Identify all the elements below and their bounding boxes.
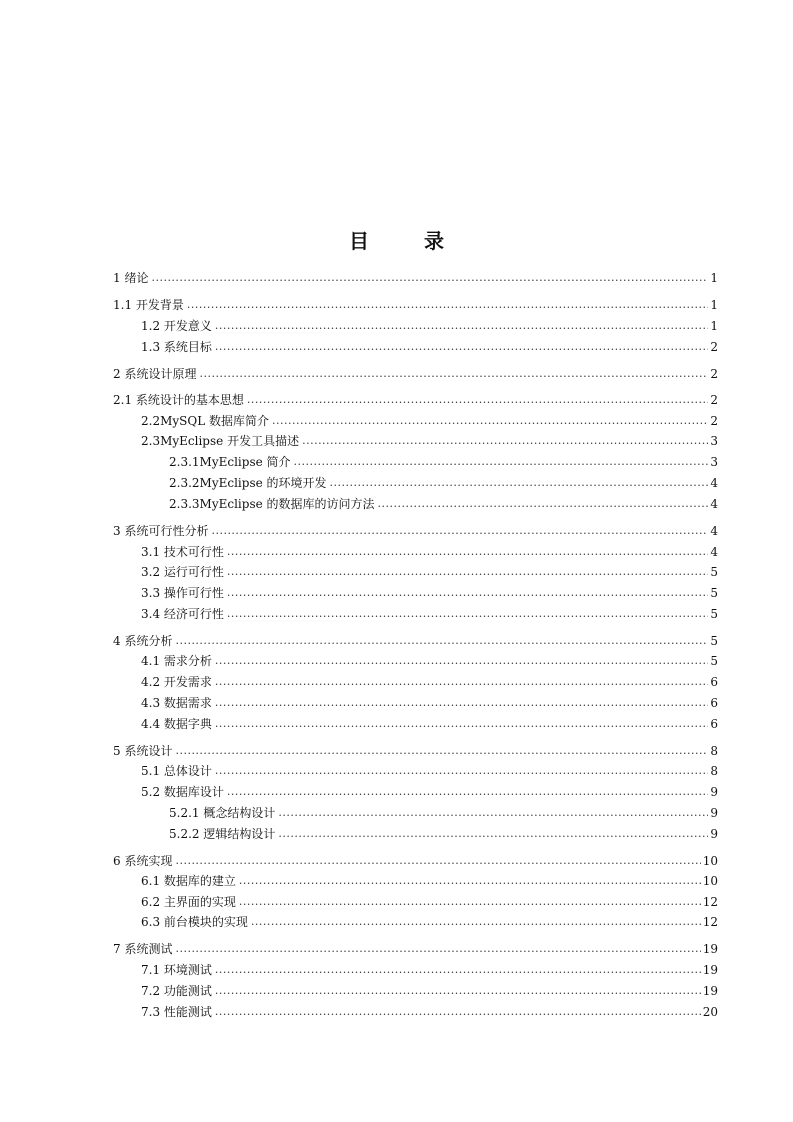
toc-entry-label: 6 系统实现 [113, 854, 173, 868]
toc-entry[interactable] [141, 914, 718, 930]
toc-entry-label: 4.4 数据字典 [141, 717, 212, 731]
toc-entry[interactable] [141, 585, 718, 601]
dot-leader [215, 763, 708, 779]
dot-leader [227, 544, 708, 560]
dot-leader [151, 270, 708, 286]
dot-leader [211, 523, 708, 539]
toc-entry-page-number: 12 [702, 915, 718, 929]
toc-entry[interactable] [113, 366, 718, 382]
toc-entry-label: 2.2MySQL 数据库简介 [141, 414, 269, 428]
toc-entry-label: 5 系统设计 [113, 744, 173, 758]
toc-entry-page-number: 2 [710, 393, 718, 407]
toc-entry[interactable] [113, 392, 718, 408]
toc-entry-label: 2.1 系统设计的基本思想 [113, 393, 244, 407]
toc-entry-label: 3.2 运行可行性 [141, 565, 224, 579]
toc-entry[interactable] [141, 318, 718, 334]
toc-entry-page-number: 4 [710, 524, 718, 538]
toc-entry-label: 4 系统分析 [113, 634, 173, 648]
dot-leader [251, 914, 701, 930]
toc-entry[interactable] [141, 695, 718, 711]
toc-entry-page-number: 1 [710, 298, 718, 312]
dot-leader [215, 962, 701, 978]
toc-entry-page-number: 6 [710, 717, 718, 731]
toc-entry[interactable] [141, 716, 718, 732]
toc-entry-label: 2.3.1MyEclipse 简介 [169, 455, 291, 469]
toc-entry-page-number: 6 [710, 696, 718, 710]
toc-entry-label: 3.1 技术可行性 [141, 545, 224, 559]
dot-leader [215, 983, 701, 999]
toc-entry-page-number: 4 [710, 545, 718, 559]
toc-entry-page-number: 10 [702, 854, 718, 868]
toc-entry[interactable] [113, 297, 718, 313]
toc-entry-page-number: 5 [710, 607, 718, 621]
dot-leader [302, 433, 708, 449]
toc-entry-page-number: 19 [702, 963, 718, 977]
toc-entry-label: 7.2 功能测试 [141, 984, 212, 998]
toc-entry[interactable] [169, 826, 718, 842]
toc-entry[interactable] [141, 544, 718, 560]
dot-leader [199, 366, 708, 382]
toc-entry-label: 1.3 系统目标 [141, 340, 212, 354]
toc-entry-page-number: 19 [702, 942, 718, 956]
dot-leader [215, 339, 708, 355]
toc-entry-page-number: 8 [710, 744, 718, 758]
toc-entry-page-number: 10 [702, 874, 718, 888]
toc-entry-label: 1.2 开发意义 [141, 319, 212, 333]
toc-entry-page-number: 2 [710, 367, 718, 381]
toc-entry-page-number: 9 [710, 806, 718, 820]
toc-entry[interactable] [141, 983, 718, 999]
dot-leader [215, 1004, 701, 1020]
toc-entry[interactable] [113, 853, 718, 869]
toc-entry-page-number: 6 [710, 675, 718, 689]
dot-leader [330, 475, 709, 491]
toc-entry-page-number: 5 [710, 565, 718, 579]
toc-entry[interactable] [141, 413, 718, 429]
toc-entry[interactable] [141, 653, 718, 669]
toc-entry-label: 3.4 经济可行性 [141, 607, 224, 621]
toc-entry-label: 1 绪论 [113, 271, 149, 285]
toc-entry-label: 3.3 操作可行性 [141, 586, 224, 600]
toc-entry[interactable] [113, 941, 718, 957]
toc-entry[interactable] [141, 784, 718, 800]
dot-leader [272, 413, 708, 429]
toc-entry-label: 5.2.2 逻辑结构设计 [169, 827, 276, 841]
toc-entry-page-number: 1 [710, 271, 718, 285]
toc-entry[interactable] [141, 763, 718, 779]
toc-entry[interactable] [113, 523, 718, 539]
toc-entry-page-number: 4 [710, 497, 718, 511]
toc-entry[interactable] [169, 496, 718, 512]
toc-entry-page-number: 2 [710, 414, 718, 428]
dot-leader [227, 606, 708, 622]
toc-entry-page-number: 19 [702, 984, 718, 998]
dot-leader [175, 743, 708, 759]
toc-entry-page-number: 12 [702, 895, 718, 909]
dot-leader [215, 716, 708, 732]
toc-entry-page-number: 5 [710, 654, 718, 668]
toc-entry-label: 4.2 开发需求 [141, 675, 212, 689]
dot-leader [187, 297, 708, 313]
toc-entry[interactable] [169, 454, 718, 470]
toc-entry-label: 6.2 主界面的实现 [141, 895, 236, 909]
dot-leader [378, 496, 709, 512]
toc-entry[interactable] [141, 962, 718, 978]
toc-entry-label: 5.2.1 概念结构设计 [169, 806, 276, 820]
dot-leader [175, 941, 700, 957]
toc-entry-page-number: 9 [710, 827, 718, 841]
toc-entry[interactable] [113, 270, 718, 286]
toc-entry-label: 7 系统测试 [113, 942, 173, 956]
toc-entry[interactable] [141, 1004, 718, 1020]
dot-leader [227, 564, 708, 580]
toc-entry-label: 5.1 总体设计 [141, 764, 212, 778]
toc-entry-label: 7.3 性能测试 [141, 1005, 212, 1019]
toc-entry[interactable] [141, 433, 718, 449]
toc-entry[interactable] [169, 475, 718, 491]
dot-leader [247, 392, 708, 408]
toc-entry-page-number: 8 [710, 764, 718, 778]
dot-leader [239, 894, 701, 910]
toc-entry-label: 6.1 数据库的建立 [141, 874, 236, 888]
toc-entry-page-number: 5 [710, 634, 718, 648]
dot-leader [239, 873, 701, 889]
toc-entry-label: 4.3 数据需求 [141, 696, 212, 710]
toc-entry-label: 2.3MyEclipse 开发工具描述 [141, 434, 300, 448]
toc-entry-page-number: 3 [710, 455, 718, 469]
toc-entry[interactable] [113, 743, 718, 759]
dot-leader [175, 853, 700, 869]
dot-leader [175, 633, 708, 649]
toc-entry[interactable] [141, 339, 718, 355]
dot-leader [278, 805, 708, 821]
toc-entry[interactable] [141, 894, 718, 910]
toc-entry-label: 2.3.3MyEclipse 的数据库的访问方法 [169, 497, 375, 511]
toc-entry-page-number: 1 [710, 319, 718, 333]
toc-entry-page-number: 2 [710, 340, 718, 354]
toc-entry-page-number: 20 [702, 1005, 718, 1019]
toc-entry-page-number: 9 [710, 785, 718, 799]
toc-entry[interactable] [169, 805, 718, 821]
page-title: 目 录 [349, 229, 468, 253]
toc-entry-label: 7.1 环境测试 [141, 963, 212, 977]
dot-leader [215, 695, 708, 711]
toc-entry-label: 4.1 需求分析 [141, 654, 212, 668]
toc-entry-label: 2 系统设计原理 [113, 367, 197, 381]
dot-leader [215, 674, 708, 690]
toc-entry-page-number: 5 [710, 586, 718, 600]
toc-entry-label: 1.1 开发背景 [113, 298, 184, 312]
toc-entry-label: 2.3.2MyEclipse 的环境开发 [169, 476, 327, 490]
dot-leader [215, 318, 708, 334]
dot-leader [215, 653, 708, 669]
toc-entry[interactable] [113, 633, 718, 649]
dot-leader [278, 826, 708, 842]
toc-entry-label: 6.3 前台模块的实现 [141, 915, 248, 929]
dot-leader [227, 784, 708, 800]
toc-entry[interactable] [141, 564, 718, 580]
dot-leader [227, 585, 708, 601]
toc-entry-label: 5.2 数据库设计 [141, 785, 224, 799]
toc-entry-page-number: 4 [710, 476, 718, 490]
toc-entry[interactable] [141, 674, 718, 690]
toc-entry-label: 3 系统可行性分析 [113, 524, 209, 538]
toc-entry[interactable] [141, 606, 718, 622]
toc-entry[interactable] [141, 873, 718, 889]
toc-entry-page-number: 3 [710, 434, 718, 448]
dot-leader [294, 454, 709, 470]
